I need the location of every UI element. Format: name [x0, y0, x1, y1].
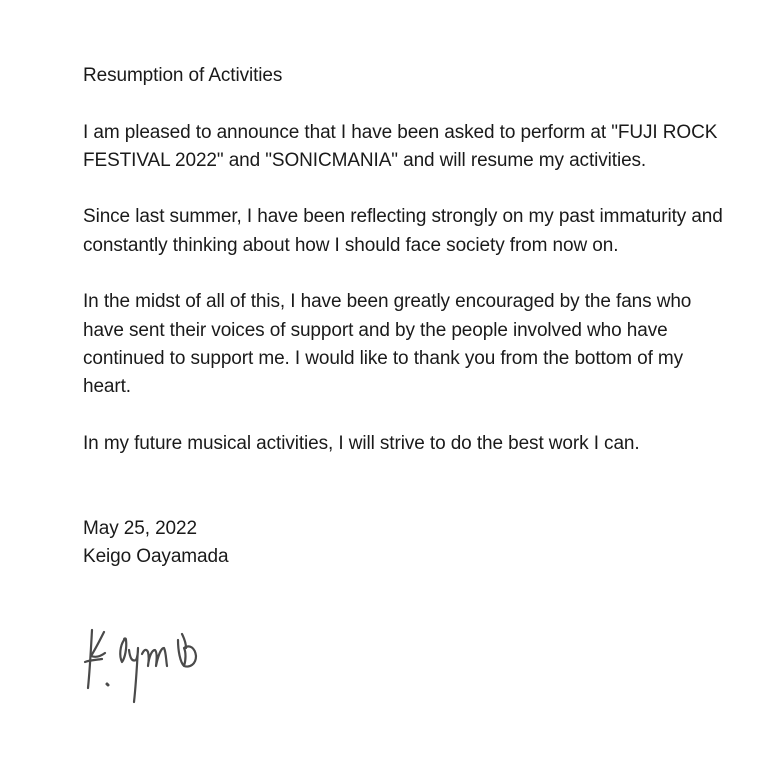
letter-author: Keigo Oayamada — [83, 546, 229, 568]
letter — [83, 62, 723, 571]
handwritten-signature — [82, 626, 204, 710]
letter-paragraph: I am pleased to announce that I have been asked to perform at "FUJI ROCK FESTIVAL 2022" and "SONICMANIA" and will resume my activities. — [83, 121, 718, 171]
letter-paragraph: In the midst of all of this, I have been greatly encouraged by the fans who have sent their voices of support and by the people involved who have continued to support me. I would like to thank you from the bottom of my heart. — [83, 291, 692, 398]
letter-date: May 25, 2022 — [83, 517, 197, 539]
letter-paragraph: Since last summer, I have been reflecting strongly on my past immaturity and constantly thinking about how I should face society from now on. — [83, 206, 723, 256]
signature-graphic — [82, 626, 204, 710]
letter-paragraph: In my future musical activities, I will strive to do the best work I can. — [83, 432, 640, 454]
letter-title: Resumption of Activities — [83, 65, 283, 86]
